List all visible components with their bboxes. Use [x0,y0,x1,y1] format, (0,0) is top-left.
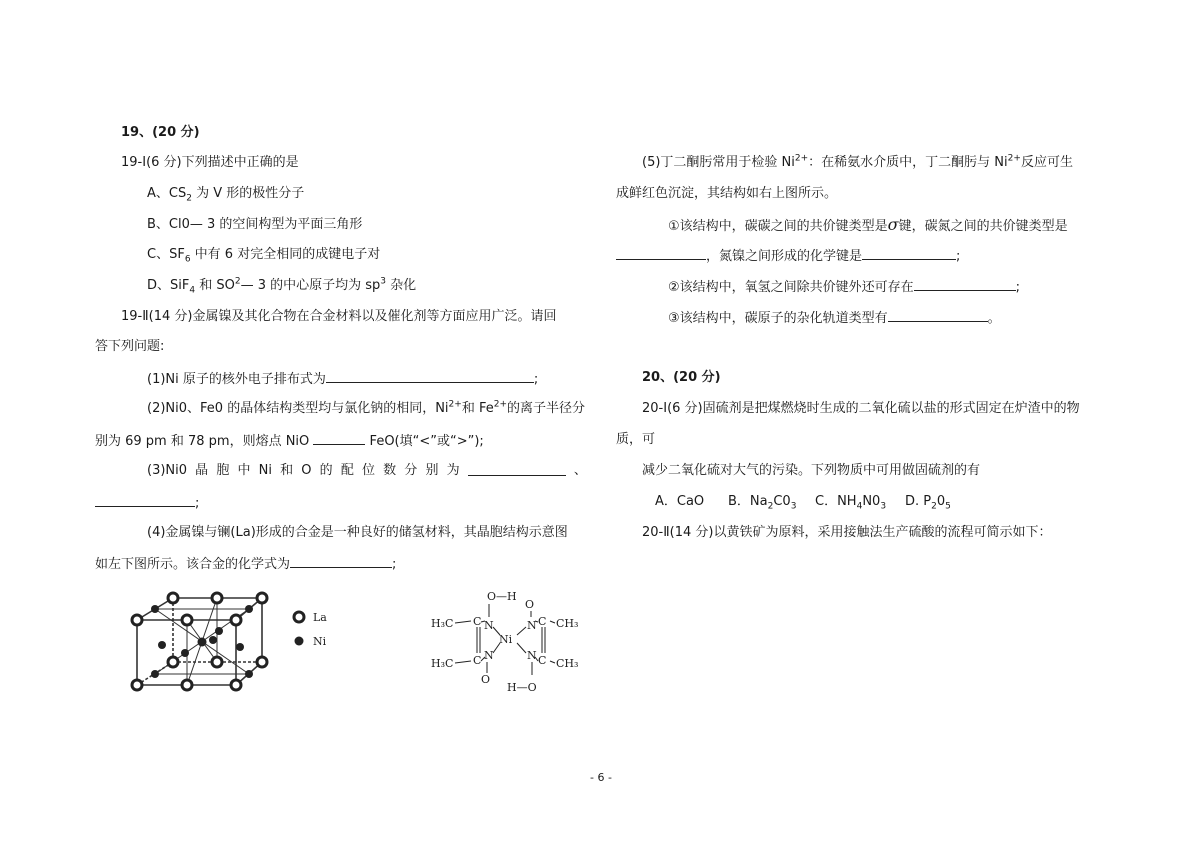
n-label: N [527,649,537,662]
c-label: C [473,654,482,667]
c-label: C [538,615,547,628]
q20-1-line3: 减少二氧化硫对大气的污染。下列物质中可用做固硫剂的有 [642,463,981,478]
answer-blank[interactable] [313,432,365,445]
la-legend-label: La [313,611,327,624]
answer-blank[interactable] [914,278,1016,291]
q19-1-stem: 19-Ⅰ(6 分)下列描述中正确的是 [121,155,299,170]
ch3-label: CH₃ [556,657,579,670]
ni-center-label: Ni [499,633,513,646]
q19-2-part2-line2: 别为 69 pm 和 78 pm，则熔点 NiO FeO(填“<”或“>”); [95,434,484,449]
q19-2-part4-line2: 如左下图所示。该合金的化学式为 ; [95,557,397,572]
q19-2-part4-line1: (4)金属镍与镧(La)形成的合金是一种良好的储氢材料，其晶胞结构示意图 [147,525,568,540]
ni-legend-label: Ni [313,635,327,648]
q19-2-part3-line2: ; [95,494,199,512]
answer-blank[interactable] [468,463,566,476]
q19-2-part5-line1: (5)丁二酮肟常用于检验 $Ni^{2+}$：在稀氨水介质中，丁二酮肟与 $Ni^{2+}$反应可生 [642,153,1073,170]
o-h-label: O—H [487,590,517,603]
answer-blank[interactable] [888,309,988,322]
q19-2-part5-sub1-line2: ，氮镍之间形成的化学键是 ; [616,247,960,265]
h-o-label: H—O [507,681,537,694]
q19-2-stem-line2: 答下列问题: [95,339,165,354]
q19-2-part2-line1: (2)Ni0、Fe0 的晶体结构类型均与氯化钠的相同，$Ni^{2+}$和 $Fe^{2+}$的离子半径分 [147,399,586,416]
h3c-label: H₃C [431,617,454,630]
q20-option-a: A．CaO [655,494,705,509]
nickel-dimethylglyoxime-structure [425,585,595,695]
q19-2-stem-line1: 19-Ⅱ(14 分)金属镍及其化合物在合金材料以及催化剂等方面应用广泛。请回 [121,309,557,324]
q20-1-line2: 质，可 [616,432,656,447]
answer-blank[interactable] [616,247,706,260]
o-label: O [481,673,491,686]
lanthanum-nickel-unit-cell-figure [125,585,345,705]
page-number: - 6 - [590,771,612,784]
n-label: N [484,649,494,662]
la-legend-marker [294,612,304,622]
c-label: C [473,615,482,628]
h3c-label: H₃C [431,657,454,670]
q20-1-line1: 20-Ⅰ(6 分)固硫剂是把煤燃烧时生成的二氧化硫以盐的形式固定在炉渣中的物 [642,401,1080,416]
q19-1-option-b: B、Cl0— 3 的空间构型为平面三角形 [147,217,363,232]
q19-1-option-a: A、$CS_2$ 为 V 形的极性分子 [147,186,305,204]
q20-2-stem: 20-Ⅱ(14 分)以黄铁矿为原料，采用接触法生产硫酸的流程可简示如下： [642,525,1052,540]
q20-option-d: D. $P_20_5$ [905,494,951,512]
q19-2-part3-line1: (3)Ni0 晶 胞 中 Ni 和 O 的 配 位 数 分 别 为 、 [147,463,587,478]
q20-option-b: B．$Na_2C0_3$ [728,494,797,512]
o-label: O [525,598,535,611]
ch3-label: CH₃ [556,617,579,630]
q19-1-option-c: C、$SF_6$ 中有 6 对完全相同的成键电子对 [147,247,381,265]
q20-title: 20、(20 分) [642,370,721,385]
answer-blank[interactable] [862,247,956,260]
n-label: N [484,619,494,632]
q19-1-option-d: D、SiF$_4$ 和 $SO^2—$ 3 的中心原子均为 $sp^3$ 杂化 [147,276,417,296]
q19-2-part5-sub2: ②该结构中，氧氢之间除共价键外还可存在 ; [668,280,1021,295]
q20-option-c: C．$NH_4N0_3$ [815,494,887,512]
q19-title: 19、(20 分) [121,125,200,140]
n-label: N [527,619,537,632]
answer-blank[interactable] [290,555,392,568]
q19-2-part1: (1)Ni 原子的核外电子排布式为 ; [147,372,539,387]
q19-2-part5-sub3: ③该结构中，碳原子的杂化轨道类型有 。 [668,311,1001,326]
q19-2-part5-sub1-line1: ①该结构中，碳碳之间的共价键类型是σ键，碳氮之间的共价键类型是 [668,215,1068,234]
c-label: C [538,654,547,667]
answer-blank[interactable] [326,370,534,383]
answer-blank[interactable] [95,494,195,507]
ni-legend-marker [295,637,304,646]
q19-2-part5-line2: 成鲜红色沉淀，其结构如右上图所示。 [616,186,838,201]
